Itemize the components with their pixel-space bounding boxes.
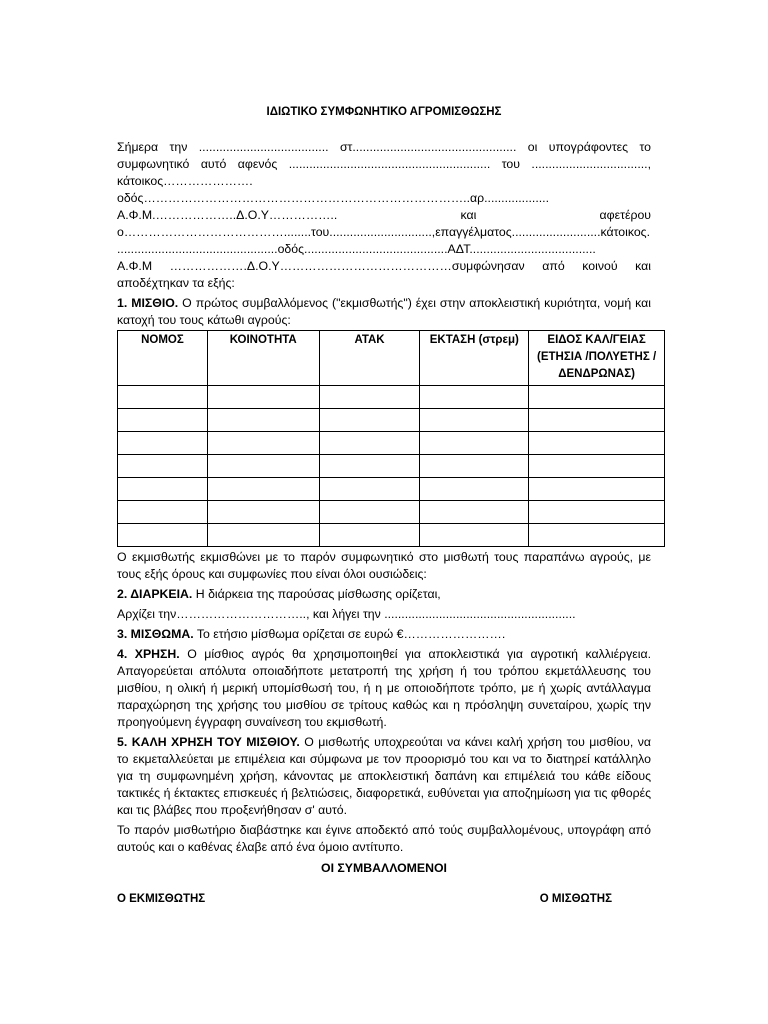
section-diarkeia-dates: Αρχίζει την………………………….., και λήγει την ........................................................ — [117, 607, 576, 621]
land-table — [117, 330, 665, 547]
table-cell[interactable] — [319, 501, 420, 524]
table-cell[interactable] — [118, 478, 208, 501]
section-misthio — [117, 295, 651, 329]
lessee-signature-label: Ο ΜΙΣΘΩΤΗΣ — [539, 893, 612, 905]
section-misthio-heading: 1. ΜΙΣΘΙΟ. — [117, 296, 179, 310]
section-misthoma-heading: 3. ΜΙΣΘΩΜΑ. — [117, 627, 194, 641]
land-table-header-row — [118, 331, 665, 386]
document-body — [117, 104, 657, 877]
intro-paragraph: Σήμερα την ...................................... στ................................................ οι υπογράφοντες το συμφωνητικό αυτό αφενός ........................................................... του .................................., κάτοικος…………………. οδός……………………………………………………………………..αρ................... — [117, 140, 651, 205]
section-misthoma — [117, 626, 651, 643]
table-cell[interactable] — [319, 432, 420, 455]
section-diarkeia-heading: 2. ΔΙΑΡΚΕΙΑ. — [117, 587, 193, 601]
table-cell[interactable] — [529, 455, 665, 478]
intro-afm-line — [117, 207, 651, 224]
table-cell[interactable] — [420, 409, 529, 432]
section-kali-xrisi-text: Ο μισθωτής υποχρεούται να κάνει καλή χρήση του μισθίου, να το εκμεταλλεύεται με επιμέλεια και σύμφωνα με τον προορισμό του και να το διατηρεί κατάλληλο για τη συμφωνημένη χρήση, κάνοντας με αποκλειστική δαπάνη και επιμέλειά του κάθε είδους τακτικές ή έκτακτες επισκευές ή βελτιώσεις, διαφορετικά, ευθύνεται για αποζημίωση για τις φθορές και τις βλάβες που προξενήθησαν σ' αυτό. — [117, 735, 651, 817]
table-cell[interactable] — [529, 524, 665, 547]
table-cell[interactable] — [420, 386, 529, 409]
table-cell[interactable] — [118, 501, 208, 524]
table-cell[interactable] — [207, 409, 319, 432]
table-row — [118, 409, 665, 432]
lessor-signature-label: Ο ΕΚΜΙΣΘΩΤΗΣ — [117, 893, 206, 905]
table-row — [118, 432, 665, 455]
section-xrisi — [117, 646, 651, 731]
section-diarkeia — [117, 586, 651, 603]
table-row — [118, 386, 665, 409]
table-cell[interactable] — [118, 524, 208, 547]
table-cell[interactable] — [118, 432, 208, 455]
section-xrisi-heading: 4. ΧΡΗΣΗ. — [117, 647, 180, 661]
table-cell[interactable] — [420, 501, 529, 524]
parties-heading: ΟΙ ΣΥΜΒΑΛΛΟΜΕΝΟΙ — [321, 861, 447, 875]
table-row — [118, 478, 665, 501]
section-misthoma-text: Το ετήσιο μίσθωμα ορίζεται σε ευρώ €……………………. — [193, 627, 506, 641]
header-nomos: ΝΟΜΟΣ — [118, 331, 208, 386]
intro-afm-mid: και — [460, 208, 477, 222]
header-koinotita: ΚΟΙΝΟΤΗΤΑ — [207, 331, 319, 386]
intro-second-party: ο…………………………………........του..............................,επαγγέλματος..........................κάτοικος. ...............................................οδός..........................................ΑΔΤ..................................... — [117, 225, 651, 256]
table-row — [118, 501, 665, 524]
table-cell[interactable] — [319, 455, 420, 478]
table-cell[interactable] — [207, 386, 319, 409]
table-cell[interactable] — [118, 455, 208, 478]
section-diarkeia-text: Η διάρκεια της παρούσας μίσθωσης ορίζεται, — [192, 587, 441, 601]
table-cell[interactable] — [420, 524, 529, 547]
header-atak: ΑΤΑΚ — [319, 331, 420, 386]
table-cell[interactable] — [529, 432, 665, 455]
intro-afm-left: Α.Φ.Μ.………………..Δ.Ο.Υ…………….. — [117, 208, 338, 222]
table-cell[interactable] — [207, 478, 319, 501]
table-cell[interactable] — [207, 432, 319, 455]
section-kali-xrisi — [117, 734, 651, 819]
section-xrisi-text: Ο μίσθιος αγρός θα χρησιμοποιηθεί για αποκλειστικά για αγροτική καλλιέργεια. Απαγορεύεται απόλυτα οποιαδήποτε μετατροπή της χρήση ή του τρόπου εκμετάλλευσης του μισθίου, η ολική ή μερική υπομίσθωσή του, ή η με οποιοδήποτε τρόπο, με ή χωρίς αντάλλαγμα παραχώρηση της χρήσης του μισθίου σε τρίτους καθώς και η πρόσληψη συνεταίρου, χωρίς την προηγούμενη έγγραφη συναίνεση του εκμισθωτή. — [117, 647, 651, 729]
table-cell[interactable] — [207, 455, 319, 478]
table-cell[interactable] — [118, 409, 208, 432]
table-cell[interactable] — [529, 409, 665, 432]
table-cell[interactable] — [207, 501, 319, 524]
table-cell[interactable] — [207, 524, 319, 547]
header-ektasi: ΕΚΤΑΣΗ (στρεμ) — [420, 331, 529, 386]
section-misthio-text: Ο πρώτος συμβαλλόμενος ("εκμισθωτής") έχει στην αποκλειστική κυριότητα, νομή και κατοχή του τους κάτωθι αγρούς: — [117, 296, 651, 327]
table-cell[interactable] — [529, 501, 665, 524]
table-cell[interactable] — [420, 432, 529, 455]
table-cell[interactable] — [319, 478, 420, 501]
section-kali-xrisi-heading: 5. ΚΑΛΗ ΧΡΗΣΗ ΤΟΥ ΜΙΣΘΙΟΥ. — [117, 735, 300, 749]
header-eidos: ΕΙΔΟΣ ΚΑΛ/ΓΕΙΑΣ (ΕΤΗΣΙΑ /ΠΟΛΥΕΤΗΣ / ΔΕΝΔΡΩΝΑΣ) — [529, 331, 665, 386]
table-row — [118, 524, 665, 547]
document-title: ΙΔΙΩΤΙΚΟ ΣΥΜΦΩΝΗΤΙΚΟ ΑΓΡΟΜΙΣΘΩΣΗΣ — [266, 106, 502, 118]
table-cell[interactable] — [118, 386, 208, 409]
table-cell[interactable] — [420, 455, 529, 478]
table-row — [118, 455, 665, 478]
table-cell[interactable] — [529, 478, 665, 501]
intro-agreement: Α.Φ.Μ ……………….Δ.Ο.Υ……………………………………συμφώνησαν από κοινού και αποδέχτηκαν τα εξής: — [117, 259, 651, 290]
table-cell[interactable] — [319, 524, 420, 547]
lease-terms-intro: Ο εκμισθωτής εκμισθώνει με το παρόν συμφωνητικό στο μισθωτή τους παραπάνω αγρούς, με τους εξής όρους και συμφωνίες που είναι όλοι ουσιώδεις: — [117, 550, 651, 581]
table-cell[interactable] — [319, 409, 420, 432]
table-cell[interactable] — [319, 386, 420, 409]
table-cell[interactable] — [529, 386, 665, 409]
closing-paragraph: Το παρόν μισθωτήριο διαβάστηκε και έγινε αποδεκτό από τούς συμβαλλομένους, υπογράφη από αυτούς και ο καθένας έλαβε από ένα όμοιο αντίτυπο. — [117, 823, 651, 854]
intro-afm-right: αφετέρου — [599, 208, 652, 222]
signature-block — [117, 891, 612, 908]
table-cell[interactable] — [420, 478, 529, 501]
